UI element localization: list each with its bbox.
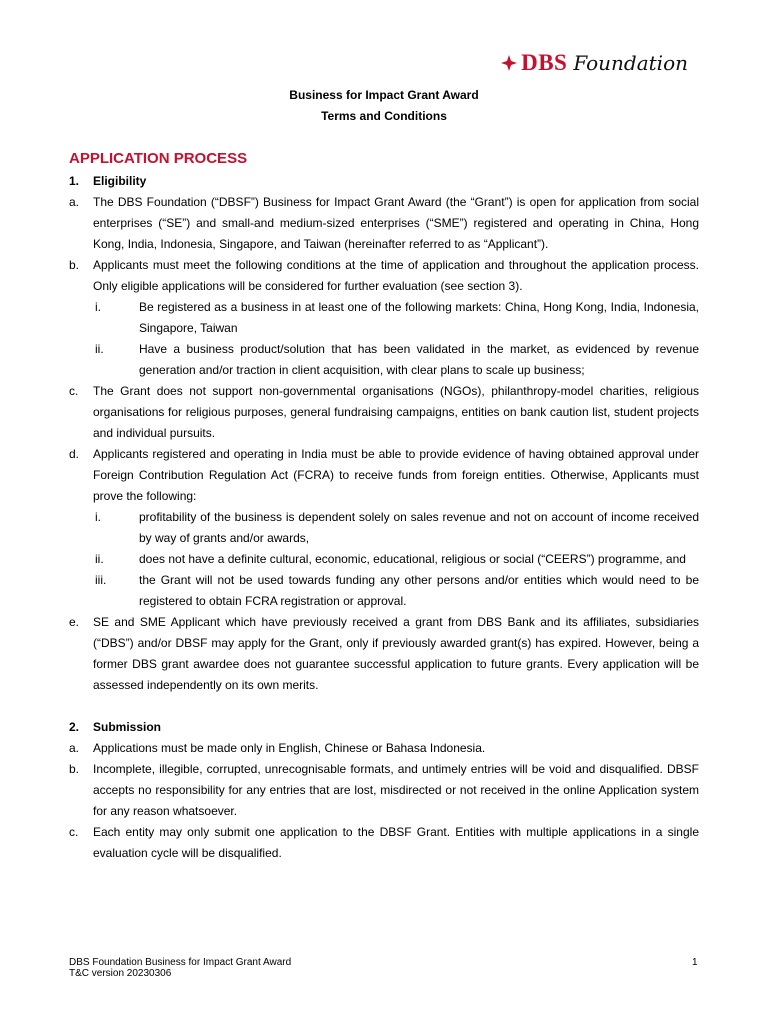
clause-1a: a. The DBS Foundation (“DBSF”) Business for Impact Grant Award (the “Grant”) is open for application from social enterprises (“SE”) and small-and medium-sized enterprises (“SME”) registered and operating in China, Hong Kong, India, Indonesia, Singapore, and Taiwan (hereinafter referred to as “Applicant”). (69, 195, 699, 251)
clause-1e: e. SE and SME Applicant which have previously received a grant from DBS Bank and its affiliates, subsidiaries (“DBS”) and/or DBSF may apply for the Grant, only if previously awarded grant(s) has expired. However, being a former DBS grant awardee does not guarantee successful application to future grants. Every application will be assessed independently on its own merits. (69, 615, 699, 692)
document-title: Business for Impact Grant Award (289, 88, 479, 102)
footer-version: T&C version 20230306 (69, 968, 172, 979)
section-title: Eligibility (93, 174, 147, 188)
section-2-heading (69, 717, 699, 738)
clause-2b: b. Incomplete, illegible, corrupted, unrecognisable formats, and untimely entries will be void and disqualified. DBSF accepts no responsibility for any entries that are lost, misdirected or not received in the online Application system for any reason whatsoever. (69, 762, 699, 818)
clause-1b-ii: ii. Have a business product/solution that has been validated in the market, as evidenced by revenue generation and/or traction in client acquisition, with clear plans to scale up business; (95, 342, 699, 377)
document-subtitle: Terms and Conditions (321, 109, 447, 123)
dbs-star-icon (501, 55, 517, 71)
section-number: 2. (69, 720, 80, 734)
clause-2c: c. Each entity may only submit one application to the DBSF Grant. Entities with multiple applications in a single evaluation cycle will be disqualified. (69, 825, 699, 860)
clause-1c: c. The Grant does not support non-governmental organisations (NGOs), philanthropy-model charities, religious organisations for religious purposes, general fundraising campaigns, entities on bank caution list, student projects and individual pursuits. (69, 384, 699, 440)
clause-1d-i: i. profitability of the business is dependent solely on sales revenue and not on account of income received by way of grants and/or awards, (95, 510, 699, 545)
page-footer (69, 957, 291, 979)
section-heading: APPLICATION PROCESS (69, 150, 248, 167)
logo-wordmark: Foundation (573, 51, 688, 75)
clause-1d-iii: iii. the Grant will not be used towards funding any other persons and/or entities which would need to be registered to obtain FCRA registration or approval. (95, 573, 699, 608)
clause-1d-ii: ii. does not have a definite cultural, economic, educational, religious or social (“CEERS”) programme, and (95, 552, 686, 566)
page-number: 1 (692, 957, 698, 968)
spacer (69, 696, 699, 717)
footer-document-name: DBS Foundation Business for Impact Grant Award (69, 957, 292, 968)
clause-1d: d. Applicants registered and operating in India must be able to provide evidence of having obtained approval under Foreign Contribution Regulation Act (FCRA) to receive funds from foreign entities. Otherwise, Applicants must prove the following: (69, 447, 699, 503)
clause-1b-i: i. Be registered as a business in at least one of the following markets: China, Hong Kong, India, Indonesia, Singapore, Taiwan (95, 300, 699, 335)
logo-brand: DBS (521, 50, 568, 75)
dbs-foundation-logo (501, 50, 688, 76)
clause-2a: a. Applications must be made only in English, Chinese or Bahasa Indonesia. (69, 741, 486, 755)
section-1-heading (69, 171, 699, 192)
document-body (69, 171, 699, 864)
clause-1b: b. Applicants must meet the following conditions at the time of application and throughout the application process. Only eligible applications will be considered for further evaluation (see section 3). (69, 258, 699, 293)
section-title: Submission (93, 720, 162, 734)
section-number: 1. (69, 174, 80, 188)
